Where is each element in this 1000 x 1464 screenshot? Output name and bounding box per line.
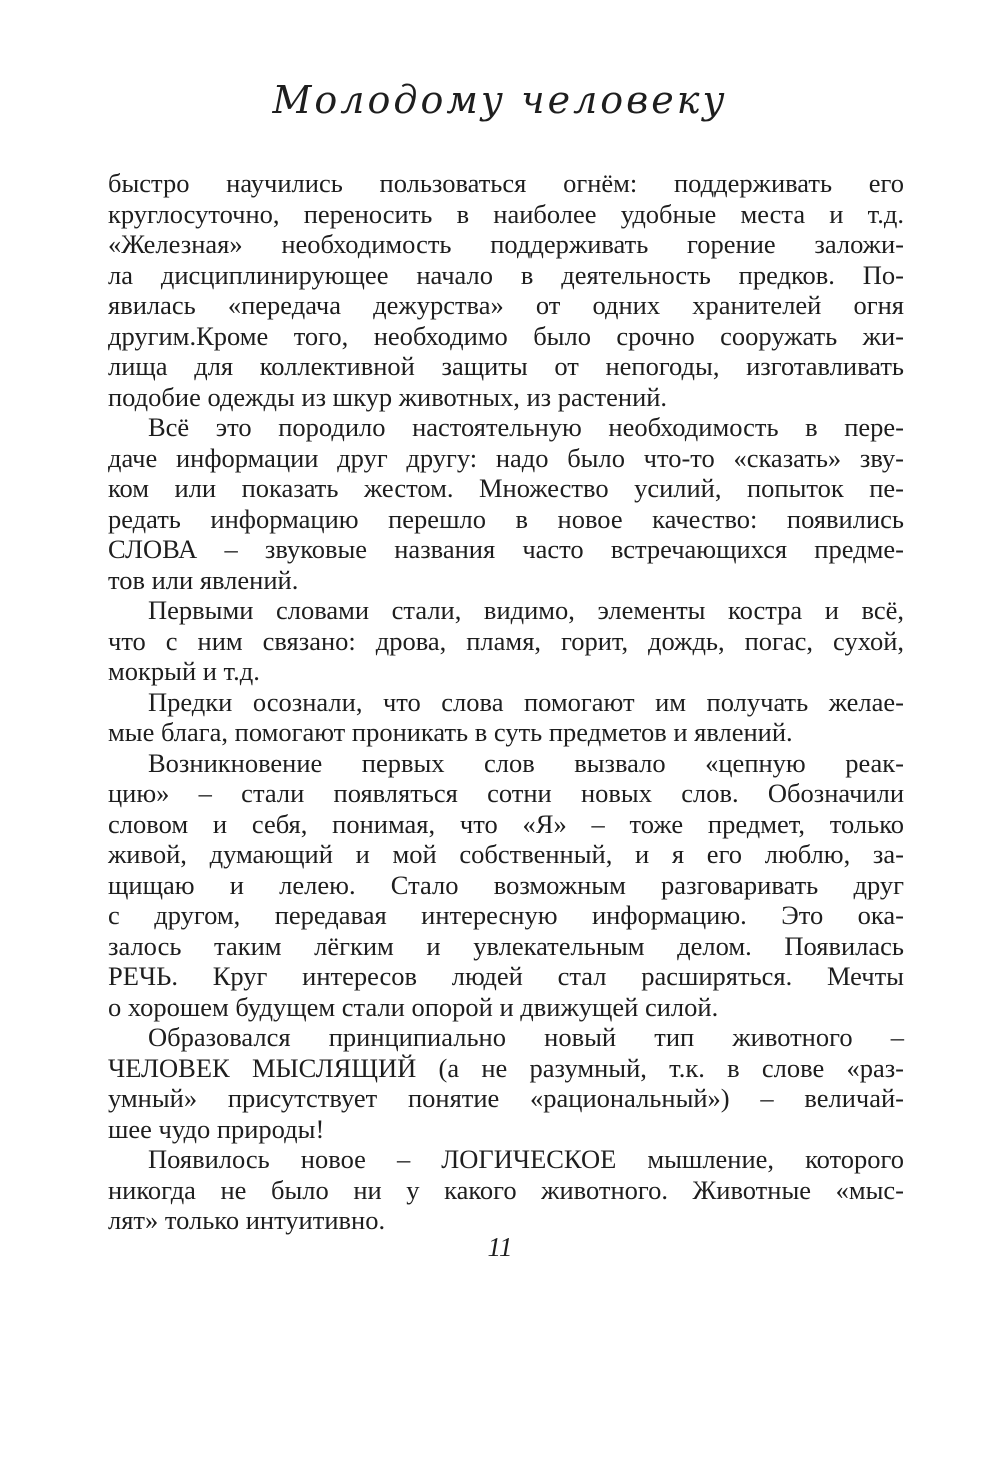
text-line: тов или явлений. xyxy=(108,564,299,595)
paragraph xyxy=(108,412,904,595)
text-line: живой, думающий и мой собственный, и я его люблю, за- xyxy=(108,839,904,869)
paragraph xyxy=(108,168,904,412)
text-line: о хорошем будущем стали опорой и движущей силой. xyxy=(108,991,719,1022)
page-number: 11 xyxy=(487,1232,513,1262)
text-line: круглосуточно, переносить в наиболее удобные места и т.д. xyxy=(108,198,904,229)
text-line: Возникновение первых слов вызвало «цепную реак- xyxy=(148,747,904,778)
text-line: словом и себя, понимая, что «Я» – тоже предмет, только xyxy=(108,808,904,839)
text-line: цию» – стали появляться сотни новых слов. Обозначили xyxy=(108,778,904,808)
body-text xyxy=(108,168,904,1236)
text-line: быстро научились пользоваться огнём: поддерживать его xyxy=(108,168,904,198)
text-line: РЕЧЬ. Круг интересов людей стал расширяться. Мечты xyxy=(108,961,904,991)
text-line: лят» только интуитивно. xyxy=(108,1205,386,1235)
text-line: явилась «передача дежурства» от одних хранителей огня xyxy=(108,290,904,320)
text-line: мокрый и т.д. xyxy=(108,656,260,686)
text-line: «Железная» необходимость поддерживать горение заложи- xyxy=(108,229,904,259)
paragraph xyxy=(108,595,904,687)
text-line: с другом, передавая интересную информацию. Это ока- xyxy=(108,900,904,930)
paragraph xyxy=(108,687,904,748)
text-line: подобие одежды из шкур животных, из растений. xyxy=(108,381,668,412)
text-line: ла дисциплинирующее начало в деятельность предков. По- xyxy=(108,259,904,290)
paragraph xyxy=(108,748,904,1023)
text-line: ЧЕЛОВЕК МЫСЛЯЩИЙ (а не разумный, т.к. в слове «раз- xyxy=(108,1052,904,1083)
running-title: Молодому человеку xyxy=(272,78,728,122)
text-line: Первыми словами стали, видимо, элементы костра и всё, xyxy=(148,595,904,625)
text-line: шее чудо природы! xyxy=(108,1113,325,1144)
text-line: что с ним связано: дрова, пламя, горит, дождь, погас, сухой, xyxy=(108,625,904,656)
text-line: редать информацию перешло в новое качество: появились xyxy=(108,503,904,534)
text-line: СЛОВА – звуковые названия часто встречающихся предме- xyxy=(108,534,904,564)
text-line: Всё это породило настоятельную необходимость в пере- xyxy=(148,412,904,442)
text-line: мые блага, помогают проникать в суть предметов и явлений. xyxy=(108,717,793,747)
text-line: никогда не было ни у какого животного. Животные «мыс- xyxy=(108,1174,904,1205)
paragraph xyxy=(108,1022,904,1144)
text-line: Образовался принципиально новый тип животного – xyxy=(148,1022,904,1052)
text-line: умный» присутствует понятие «рациональный») – величай- xyxy=(108,1083,904,1113)
paragraph xyxy=(108,1144,904,1236)
text-line: лища для коллективной защиты от непогоды, изготавливать xyxy=(108,351,904,381)
text-line: другим.Кроме того, необходимо было срочно сооружать жи- xyxy=(108,320,904,351)
text-line: Появилось новое – ЛОГИЧЕСКОЕ мышление, которого xyxy=(148,1144,904,1174)
text-line: щищаю и лелею. Стало возможным разговаривать друг xyxy=(108,869,904,900)
text-line: ком или показать жестом. Множество усилий, попыток пе- xyxy=(108,473,904,503)
text-line: Предки осознали, что слова помогают им получать желае- xyxy=(148,686,904,717)
text-line: залось таким лёгким и увлекательным делом. Появилась xyxy=(108,930,904,961)
text-line: даче информации друг другу: надо было что-то «сказать» зву- xyxy=(108,442,904,473)
